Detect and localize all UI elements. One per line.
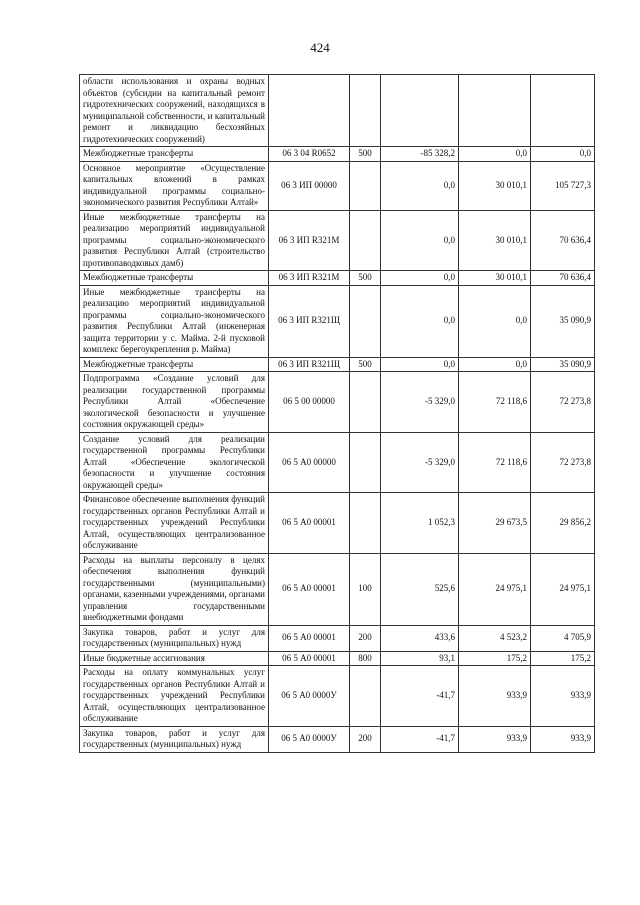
row-amount-3: 70 636,4: [531, 210, 595, 271]
row-amount-3: [531, 75, 595, 147]
row-amount-1: 0,0: [381, 271, 459, 286]
row-expense-type: [350, 493, 381, 554]
row-code: 06 3 ИП R321Щ: [269, 285, 350, 357]
row-amount-1: -41,7: [381, 666, 459, 727]
row-code: 06 3 ИП R321М: [269, 210, 350, 271]
row-description: Межбюджетные трансферты: [80, 271, 269, 286]
row-expense-type: [350, 75, 381, 147]
row-expense-type: 500: [350, 357, 381, 372]
row-code: 06 5 А0 0000У: [269, 666, 350, 727]
row-description: Иные межбюджетные трансферты на реализацию мероприятий индивидуальной программы социально-экономического развития Республики Алтай (строительство противопаводковых дамб): [80, 210, 269, 271]
row-description: Иные бюджетные ассигнования: [80, 651, 269, 666]
row-amount-3: 933,9: [531, 726, 595, 752]
row-expense-type: 100: [350, 553, 381, 625]
row-amount-3: 0,0: [531, 147, 595, 162]
row-expense-type: [350, 210, 381, 271]
row-description: Создание условий для реализации государственной программы Республики Алтай «Обеспечение экологической безопасности и улучшение состояния окружающей среды»: [80, 432, 269, 493]
row-expense-type: 500: [350, 147, 381, 162]
row-code: 06 5 А0 00000: [269, 432, 350, 493]
row-expense-type: [350, 666, 381, 727]
table-row: [80, 553, 595, 625]
row-code: [269, 75, 350, 147]
row-amount-2: 4 523,2: [459, 625, 531, 651]
row-description: Закупка товаров, работ и услуг для государственных (муниципальных) нужд: [80, 726, 269, 752]
row-description: Расходы на выплаты персоналу в целях обеспечения выполнения функций государственными (муниципальными) органами, казенными учреждениями, органами управления государственными внебюджетными фондами: [80, 553, 269, 625]
row-amount-1: 0,0: [381, 161, 459, 210]
row-amount-2: 30 010,1: [459, 161, 531, 210]
row-amount-3: 933,9: [531, 666, 595, 727]
table-row: [80, 210, 595, 271]
row-expense-type: [350, 432, 381, 493]
row-description: области использования и охраны водных объектов (субсидии на капитальный ремонт гидротехнических сооружений, находящихся в муниципальной собственности, и капитальный ремонт и ликвидацию бесхозяйных гидротехнических сооружений): [80, 75, 269, 147]
row-amount-3: 29 856,2: [531, 493, 595, 554]
row-code: 06 5 А0 0000У: [269, 726, 350, 752]
row-amount-2: 175,2: [459, 651, 531, 666]
row-code: 06 5 А0 00001: [269, 493, 350, 554]
row-expense-type: [350, 161, 381, 210]
table-row: [80, 271, 595, 286]
table-row: [80, 147, 595, 162]
row-amount-1: 93,1: [381, 651, 459, 666]
row-amount-2: 30 010,1: [459, 210, 531, 271]
row-amount-3: 4 705,9: [531, 625, 595, 651]
row-expense-type: 200: [350, 625, 381, 651]
row-code: 06 3 ИП 00000: [269, 161, 350, 210]
row-amount-2: 0,0: [459, 147, 531, 162]
table-row: [80, 285, 595, 357]
row-amount-2: [459, 75, 531, 147]
row-expense-type: [350, 372, 381, 433]
table-row: [80, 493, 595, 554]
row-code: 06 5 А0 00001: [269, 553, 350, 625]
row-amount-2: 29 673,5: [459, 493, 531, 554]
row-amount-2: 24 975,1: [459, 553, 531, 625]
table-row: [80, 357, 595, 372]
row-amount-2: 72 118,6: [459, 372, 531, 433]
row-amount-3: 72 273,8: [531, 372, 595, 433]
row-amount-1: 0,0: [381, 210, 459, 271]
row-amount-2: 933,9: [459, 726, 531, 752]
page-number: 424: [310, 40, 330, 55]
row-expense-type: [350, 285, 381, 357]
row-expense-type: 200: [350, 726, 381, 752]
row-amount-1: 525,6: [381, 553, 459, 625]
table-row: [80, 651, 595, 666]
row-description: Финансовое обеспечение выполнения функций государственных органов Республики Алтай и государственных учреждений Республики Алтай, осуществляющих централизованное обслуживание: [80, 493, 269, 554]
row-amount-2: 30 010,1: [459, 271, 531, 286]
row-amount-3: 72 273,8: [531, 432, 595, 493]
row-code: 06 5 А0 00001: [269, 651, 350, 666]
row-description: Межбюджетные трансферты: [80, 357, 269, 372]
budget-table: [79, 74, 595, 753]
row-amount-2: 0,0: [459, 285, 531, 357]
row-code: 06 3 ИП R321Щ: [269, 357, 350, 372]
row-code: 06 3 ИП R321М: [269, 271, 350, 286]
row-amount-3: 105 727,3: [531, 161, 595, 210]
row-expense-type: 500: [350, 271, 381, 286]
row-code: 06 5 А0 00001: [269, 625, 350, 651]
row-description: Закупка товаров, работ и услуг для государственных (муниципальных) нужд: [80, 625, 269, 651]
row-description: Иные межбюджетные трансферты на реализацию мероприятий индивидуальной программы социально-экономического развития Республики Алтай (инженерная защита территории у с. Майма. 2-й пусковой комплекс берегоукрепления р. Майма): [80, 285, 269, 357]
budget-table-body: [80, 75, 595, 753]
row-description: Межбюджетные трансферты: [80, 147, 269, 162]
row-amount-2: 933,9: [459, 666, 531, 727]
row-code: 06 5 00 00000: [269, 372, 350, 433]
row-amount-1: 1 052,3: [381, 493, 459, 554]
row-amount-1: 0,0: [381, 285, 459, 357]
row-amount-1: 0,0: [381, 357, 459, 372]
table-row: [80, 625, 595, 651]
row-code: 06 3 04 R0652: [269, 147, 350, 162]
row-amount-1: [381, 75, 459, 147]
table-row: [80, 432, 595, 493]
row-description: Основное мероприятие «Осуществление капитальных вложений в рамках индивидуальной программы социально-экономического развития Республики Алтай»: [80, 161, 269, 210]
row-amount-3: 70 636,4: [531, 271, 595, 286]
row-description: Подпрограмма «Создание условий для реализации государственной программы Республики Алтай «Обеспечение экологической безопасности и улучшение состояния окружающей среды»: [80, 372, 269, 433]
row-description: Расходы на оплату коммунальных услуг государственных органов Республики Алтай и государственных учреждений Республики Алтай, осуществляющих централизованное обслуживание: [80, 666, 269, 727]
row-amount-1: -85 328,2: [381, 147, 459, 162]
row-amount-2: 0,0: [459, 357, 531, 372]
table-row: [80, 666, 595, 727]
table-row: [80, 161, 595, 210]
row-amount-1: -41,7: [381, 726, 459, 752]
row-amount-3: 175,2: [531, 651, 595, 666]
row-amount-2: 72 118,6: [459, 432, 531, 493]
table-row: [80, 372, 595, 433]
row-amount-1: -5 329,0: [381, 432, 459, 493]
row-amount-1: -5 329,0: [381, 372, 459, 433]
row-expense-type: 800: [350, 651, 381, 666]
table-row: [80, 726, 595, 752]
row-amount-3: 35 090,9: [531, 285, 595, 357]
row-amount-3: 35 090,9: [531, 357, 595, 372]
row-amount-3: 24 975,1: [531, 553, 595, 625]
row-amount-1: 433,6: [381, 625, 459, 651]
table-row: [80, 75, 595, 147]
